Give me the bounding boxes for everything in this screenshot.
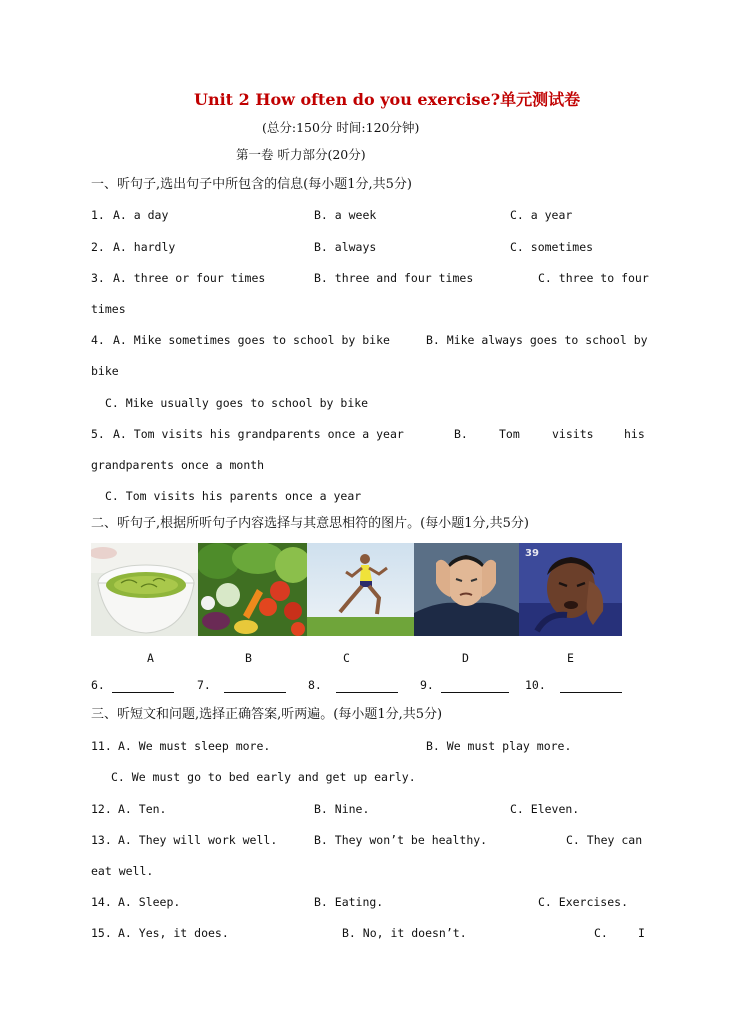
q5-option-b-continued: grandparents once a month <box>91 458 265 472</box>
q13-option-a: A. They will work well. <box>118 833 278 847</box>
volume-heading: 第一卷 听力部分(20分) <box>236 147 366 162</box>
answer-blank-10[interactable] <box>560 678 622 697</box>
picture-label-d: D <box>462 651 469 665</box>
picture-label-e: E <box>567 651 574 665</box>
picture-c-runner <box>307 543 414 636</box>
q4-option-c: C. Mike usually goes to school by bike <box>105 396 369 410</box>
q13-option-c-continued: eat well. <box>91 864 154 878</box>
q15-option-b: B. No, it doesn’t. <box>342 926 467 940</box>
answer-blank-7[interactable] <box>224 678 286 697</box>
q11-number: 11. <box>91 739 112 753</box>
answer-blank-6[interactable] <box>112 678 174 697</box>
picture-b-vegetables <box>198 543 307 636</box>
q3-option-c-continued: times <box>91 302 126 316</box>
picture-label-a: A <box>147 651 154 665</box>
q5-option-c: C. Tom visits his parents once a year <box>105 489 362 503</box>
blank-9-label: 9. <box>420 678 434 692</box>
q15-number: 15. <box>91 926 112 940</box>
q3-option-a: A. three or four times <box>113 271 266 285</box>
q4-option-b: B. Mike always goes to school by <box>426 333 648 347</box>
section3-heading: 三、听短文和问题,选择正确答案,听两遍。(每小题1分,共5分) <box>91 707 443 722</box>
q3-option-b: B. three and four times <box>314 271 474 285</box>
q12-option-a: A. Ten. <box>118 802 167 816</box>
q3-option-c: C. three to four <box>538 271 649 285</box>
q5-option-b-word1: Tom <box>499 427 520 441</box>
q2-option-a: A. hardly <box>113 240 176 254</box>
q1-option-b: B. a week <box>314 208 377 222</box>
picture-a-green-tea <box>91 543 198 636</box>
q4-option-a: A. Mike sometimes goes to school by bike <box>113 333 390 347</box>
q5-option-b-word2: visits <box>552 427 594 441</box>
q13-option-c: C. They can <box>566 833 643 847</box>
answer-blank-9[interactable] <box>441 678 509 697</box>
q5-option-a: A. Tom visits his grandparents once a year <box>113 427 404 441</box>
q3-number: 3. <box>91 271 105 285</box>
q5-option-b-letter: B. <box>454 427 468 441</box>
page-title: Unit 2 How often do you exercise?单元测试卷 <box>194 90 581 109</box>
picture-d-headache-man <box>414 543 519 636</box>
q2-option-b: B. always <box>314 240 377 254</box>
q12-option-c: C. Eleven. <box>510 802 580 816</box>
q1-option-c: C. a year <box>510 208 573 222</box>
q11-option-c: C. We must go to bed early and get up early. <box>111 770 416 784</box>
q2-option-c: C. sometimes <box>510 240 594 254</box>
watermark-logo: 39 <box>525 548 539 559</box>
q14-number: 14. <box>91 895 112 909</box>
q14-option-c: C. Exercises. <box>538 895 629 909</box>
blank-10-label: 10. <box>525 678 546 692</box>
blank-6-label: 6. <box>91 678 105 692</box>
blank-8-label: 8. <box>308 678 322 692</box>
q15-option-c-word: I <box>638 926 645 940</box>
answer-blank-8[interactable] <box>336 678 398 697</box>
picture-e-toothache-man <box>519 543 622 636</box>
score-info: (总分:150分 时间:120分钟) <box>262 120 420 135</box>
q1-number: 1. <box>91 208 105 222</box>
q4-number: 4. <box>91 333 105 347</box>
section2-heading: 二、听句子,根据所听句子内容选择与其意思相符的图片。(每小题1分,共5分) <box>91 516 529 531</box>
q13-number: 13. <box>91 833 112 847</box>
blank-7-label: 7. <box>197 678 211 692</box>
q12-number: 12. <box>91 802 112 816</box>
section1-heading: 一、听句子,选出句子中所包含的信息(每小题1分,共5分) <box>91 177 412 192</box>
q4-option-b-continued: bike <box>91 364 119 378</box>
q14-option-a: A. Sleep. <box>118 895 181 909</box>
q12-option-b: B. Nine. <box>314 802 370 816</box>
q5-number: 5. <box>91 427 105 441</box>
q1-option-a: A. a day <box>113 208 169 222</box>
q15-option-a: A. Yes, it does. <box>118 926 229 940</box>
picture-label-b: B <box>245 651 252 665</box>
q15-option-c-letter: C. <box>594 926 608 940</box>
q14-option-b: B. Eating. <box>314 895 384 909</box>
q11-option-a: A. We must sleep more. <box>118 739 271 753</box>
q2-number: 2. <box>91 240 105 254</box>
picture-label-c: C <box>343 651 350 665</box>
q11-option-b: B. We must play more. <box>426 739 572 753</box>
q5-option-b-word3: his <box>624 427 645 441</box>
q13-option-b: B. They won’t be healthy. <box>314 833 488 847</box>
